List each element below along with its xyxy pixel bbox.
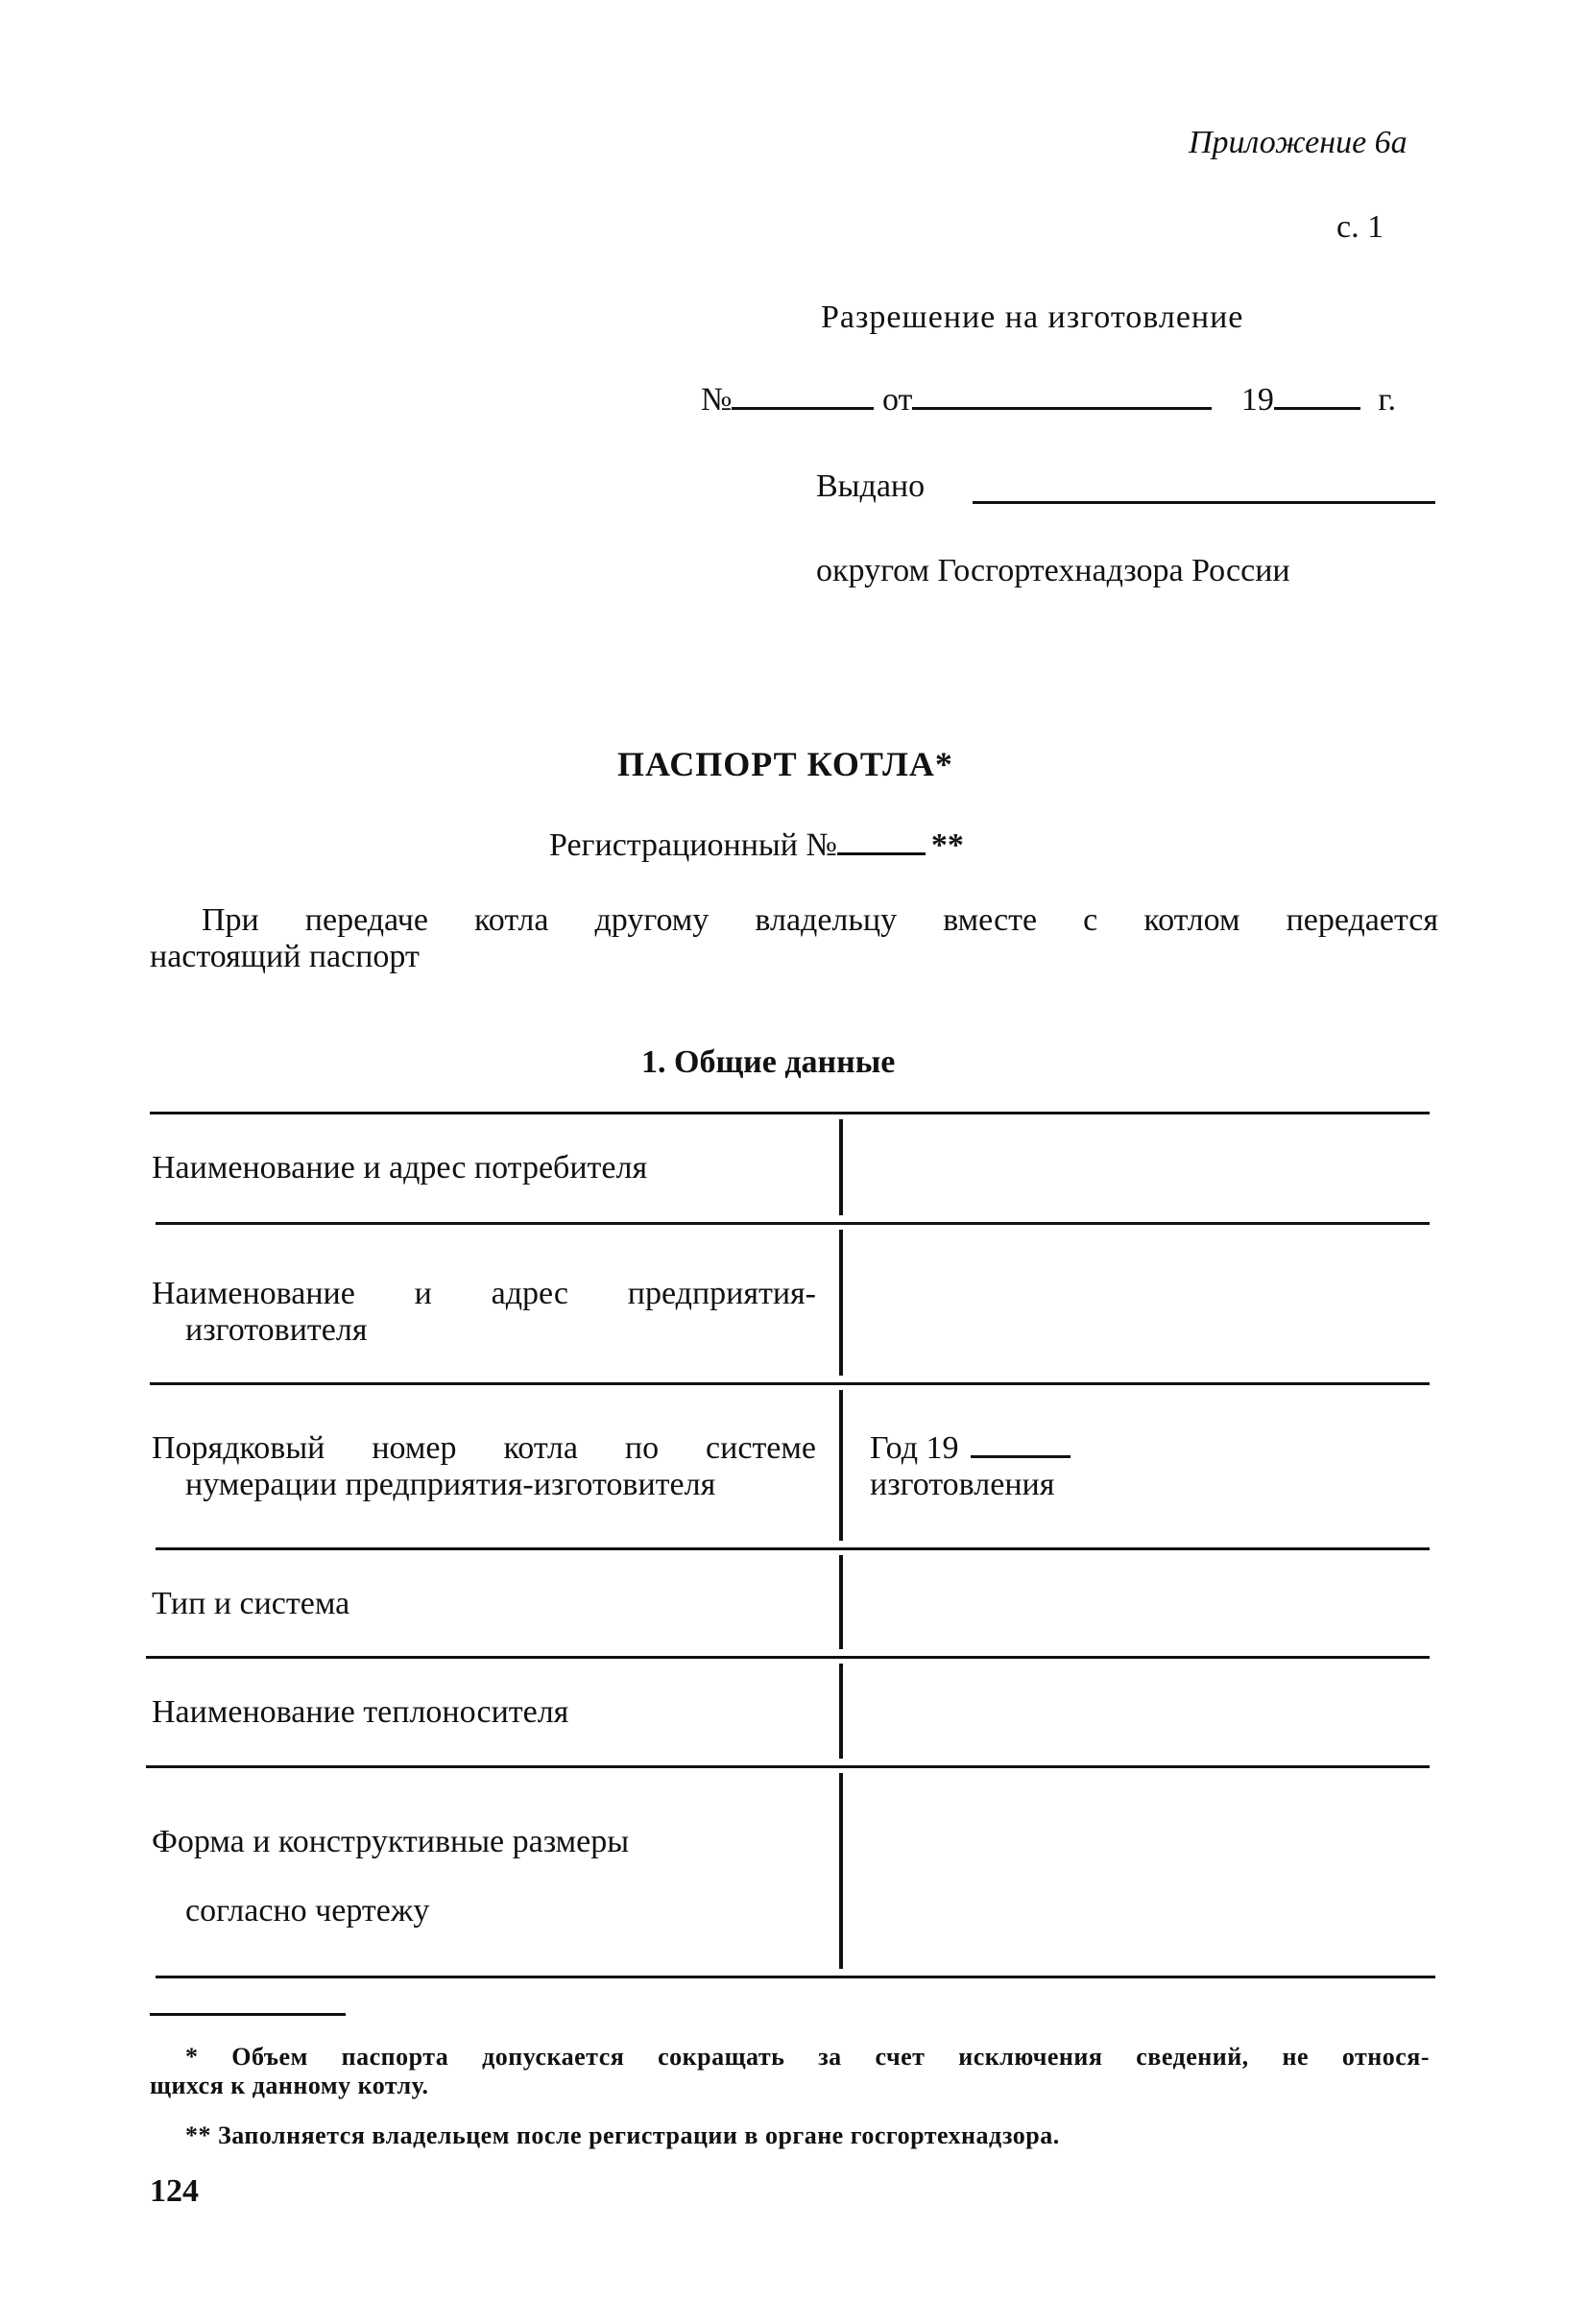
number-label: № (701, 382, 733, 418)
manufacture-year-caption: изготовления (870, 1467, 1055, 1502)
row-drawing-label-cont: согласно чертежу (185, 1893, 430, 1929)
row-coolant-label: Наименование теплоносителя (152, 1694, 569, 1730)
from-label: от (881, 382, 913, 418)
column-divider (839, 1664, 843, 1759)
issued-blank (973, 501, 1435, 504)
manufacture-year-blank (971, 1436, 1071, 1458)
footnote-2: ** Заполняется владельцем после регистрации в органе госгортехнадзора. (185, 2121, 1060, 2149)
table-rule (156, 1222, 1430, 1225)
year-suffix: г. (1378, 382, 1396, 418)
date-blank (912, 382, 1212, 410)
row-drawing-label: Форма и конструктивные размеры (152, 1824, 630, 1859)
table-rule (156, 1976, 1435, 1978)
section-title: 1. Общие данные (641, 1044, 896, 1080)
transfer-note-line1: При передаче котла другому владельцу вместе с котлом передается (202, 902, 1438, 938)
row-type-label: Тип и система (152, 1586, 350, 1621)
column-divider (839, 1230, 843, 1376)
table-rule (146, 1765, 1430, 1768)
page-number: 124 (150, 2173, 199, 2209)
table-rule (156, 1547, 1430, 1550)
registration-mark: ** (930, 827, 964, 863)
row-serial-label-cont: нумерации предприятия-изготовителя (185, 1467, 716, 1502)
issuer-text: округом Госгортехнадзора России (816, 553, 1290, 588)
column-divider (839, 1773, 843, 1969)
number-blank (732, 382, 874, 410)
year-prefix: 19 (1240, 382, 1274, 418)
footnote-1-line2: щихся к данному котлу. (150, 2072, 429, 2099)
row-serial-label: Порядковый номер котла по системе (152, 1430, 816, 1466)
year-blank (1274, 382, 1360, 410)
column-divider (839, 1119, 843, 1215)
row-consumer-label: Наименование и адрес потребителя (152, 1150, 648, 1186)
row-manufacturer-label-cont: изготовителя (185, 1312, 368, 1348)
transfer-note-line2: настоящий паспорт (150, 939, 420, 974)
registration-label: Регистрационный № (549, 827, 837, 863)
appendix-label: Приложение 6а (1189, 125, 1408, 160)
issued-label: Выдано (816, 468, 926, 504)
row-consumer-value (862, 1150, 1429, 1188)
column-divider (839, 1555, 843, 1649)
page-reference: с. 1 (1336, 209, 1384, 245)
table-rule (150, 1112, 1430, 1114)
footnote-separator (150, 2013, 346, 2016)
table-rule (150, 1382, 1430, 1385)
registration-blank (837, 827, 926, 855)
column-divider (839, 1390, 843, 1541)
manufacture-year-line (870, 1430, 1071, 1467)
permit-number-line (701, 382, 1396, 419)
manufacture-year-prefix: Год 19 (870, 1430, 959, 1466)
passport-title: ПАСПОРТ КОТЛА* (617, 745, 953, 783)
permit-title: Разрешение на изготовление (821, 299, 1244, 335)
footnote-1-line1: * Объем паспорта допускается сокращать за счет исключения сведений, не относя- (185, 2043, 1430, 2071)
table-rule (146, 1656, 1430, 1659)
registration-line (549, 827, 964, 864)
row-manufacturer-label: Наименование и адрес предприятия- (152, 1276, 816, 1311)
